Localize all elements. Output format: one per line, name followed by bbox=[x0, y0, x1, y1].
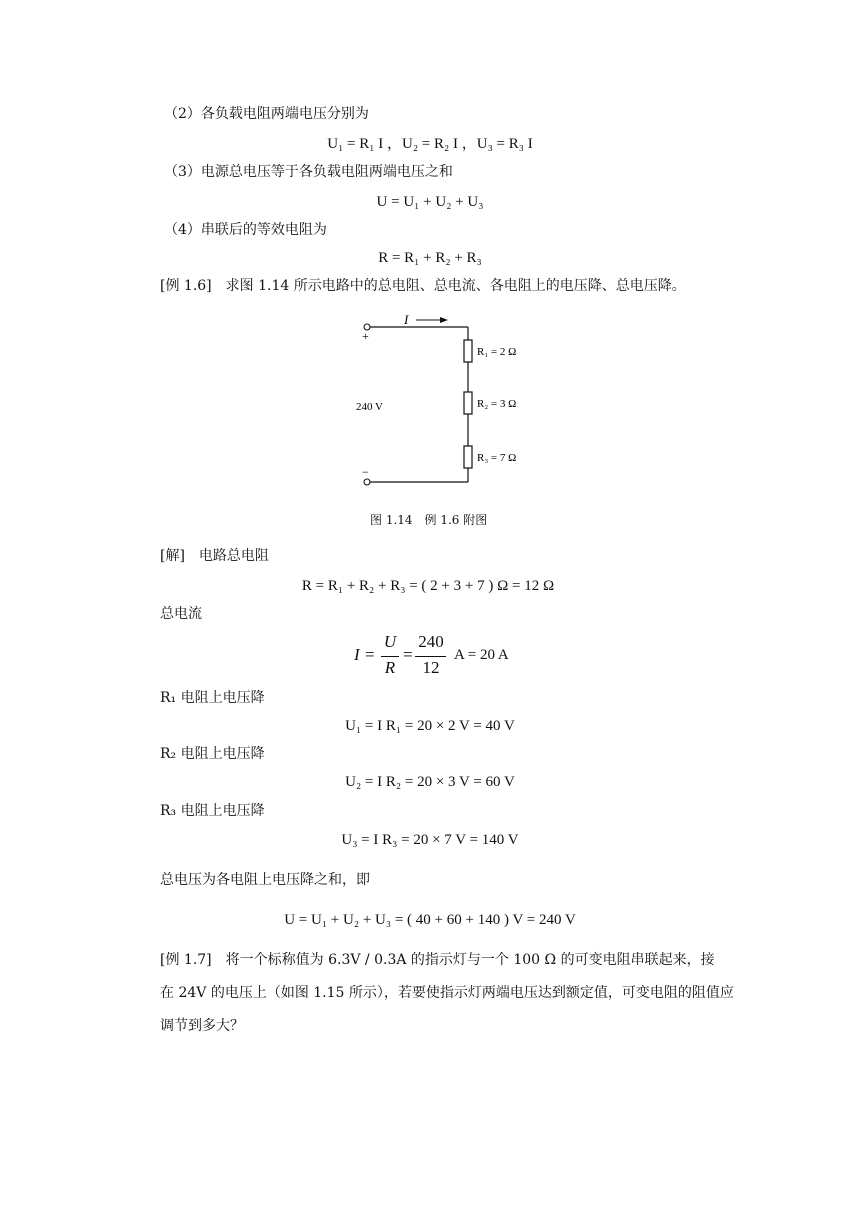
fraction-bar-1 bbox=[381, 656, 399, 657]
r3-drop-label: R₃ 电阻上电压降 bbox=[160, 803, 265, 819]
current-eq-lhs: I = bbox=[354, 645, 376, 664]
example-1-7-line3: 调节到多大？ bbox=[160, 1018, 244, 1034]
resistor-r1 bbox=[464, 340, 472, 362]
step2-text: （2）各负载电阻两端电压分别为 bbox=[164, 106, 369, 122]
r2-drop-label: R₂ 电阻上电压降 bbox=[160, 746, 265, 762]
resistor-r2 bbox=[464, 392, 472, 414]
current-arrow-head bbox=[440, 317, 448, 323]
source-voltage-label: 240 V bbox=[356, 401, 383, 413]
step2-equation: U₁ = R₁ I ，U₂ = R₂ I ，U₃ = R₃ I bbox=[327, 136, 533, 152]
step4-text: （4）串联后的等效电阻为 bbox=[164, 222, 327, 238]
step3-text: （3）电源总电压等于各负载电阻两端电压之和 bbox=[164, 164, 453, 180]
example-1-7-line1: [例 1.7] 将一个标称值为 6.3V / 0.3A 的指示灯与一个 100 Ω 的可变电阻串联起来，接 bbox=[160, 952, 715, 968]
figure-caption: 图 1.14 例 1.6 附图 bbox=[370, 513, 488, 527]
u1-equation: U₁ = I R₁ = 20 × 2 V = 40 V bbox=[345, 718, 515, 734]
current-eq-num1: U bbox=[383, 632, 397, 651]
r2-label: R₂ = 3 Ω bbox=[477, 398, 517, 410]
total-voltage-equation: U = U₁ + U₂ + U₃ = ( 40 + 60 + 140 ) V = 240 V bbox=[284, 912, 576, 928]
solution-label: [解] 电路总电阻 bbox=[160, 548, 269, 564]
step3-equation: U = U₁ + U₂ + U₃ bbox=[376, 194, 484, 210]
minus-sign: − bbox=[362, 465, 369, 479]
current-eq-num2: 240 bbox=[418, 632, 444, 651]
current-eq-den2: 12 bbox=[422, 658, 440, 677]
r1-label: R₁ = 2 Ω bbox=[477, 346, 517, 358]
bottom-terminal bbox=[364, 479, 370, 485]
step4-equation: R = R₁ + R₂ + R₃ bbox=[378, 250, 482, 266]
plus-sign: + bbox=[362, 329, 369, 343]
total-voltage-label: 总电压为各电阻上电压降之和，即 bbox=[160, 872, 370, 888]
example-1-6-text: [例 1.6] 求图 1.14 所示电路中的总电阻、总电流、各电阻上的电压降、总电压降。 bbox=[160, 278, 686, 294]
circuit-figure-1-14 bbox=[0, 310, 860, 510]
r1-drop-label: R₁ 电阻上电压降 bbox=[160, 690, 265, 706]
current-eq-equals: = bbox=[403, 645, 413, 664]
total-current-label: 总电流 bbox=[160, 606, 202, 622]
current-eq-rhs: A = 20 A bbox=[454, 647, 509, 663]
total-resistance-equation: R = R₁ + R₂ + R₃ = ( 2 + 3 + 7 ) Ω = 12 Ω bbox=[301, 578, 555, 594]
example-1-7-line2: 在 24V 的电压上（如图 1.15 所示），若要使指示灯两端电压达到额定值，可变电阻的阻值应 bbox=[160, 985, 734, 1001]
r3-label: R₃ = 7 Ω bbox=[477, 452, 517, 464]
u2-equation: U₂ = I R₂ = 20 × 3 V = 60 V bbox=[345, 774, 515, 790]
fraction-bar-2 bbox=[415, 656, 446, 657]
resistor-r3 bbox=[464, 446, 472, 468]
current-equation bbox=[350, 632, 550, 680]
current-eq-den1: R bbox=[384, 658, 396, 677]
u3-equation: U₃ = I R₃ = 20 × 7 V = 140 V bbox=[341, 832, 519, 848]
current-label: I bbox=[404, 312, 409, 327]
